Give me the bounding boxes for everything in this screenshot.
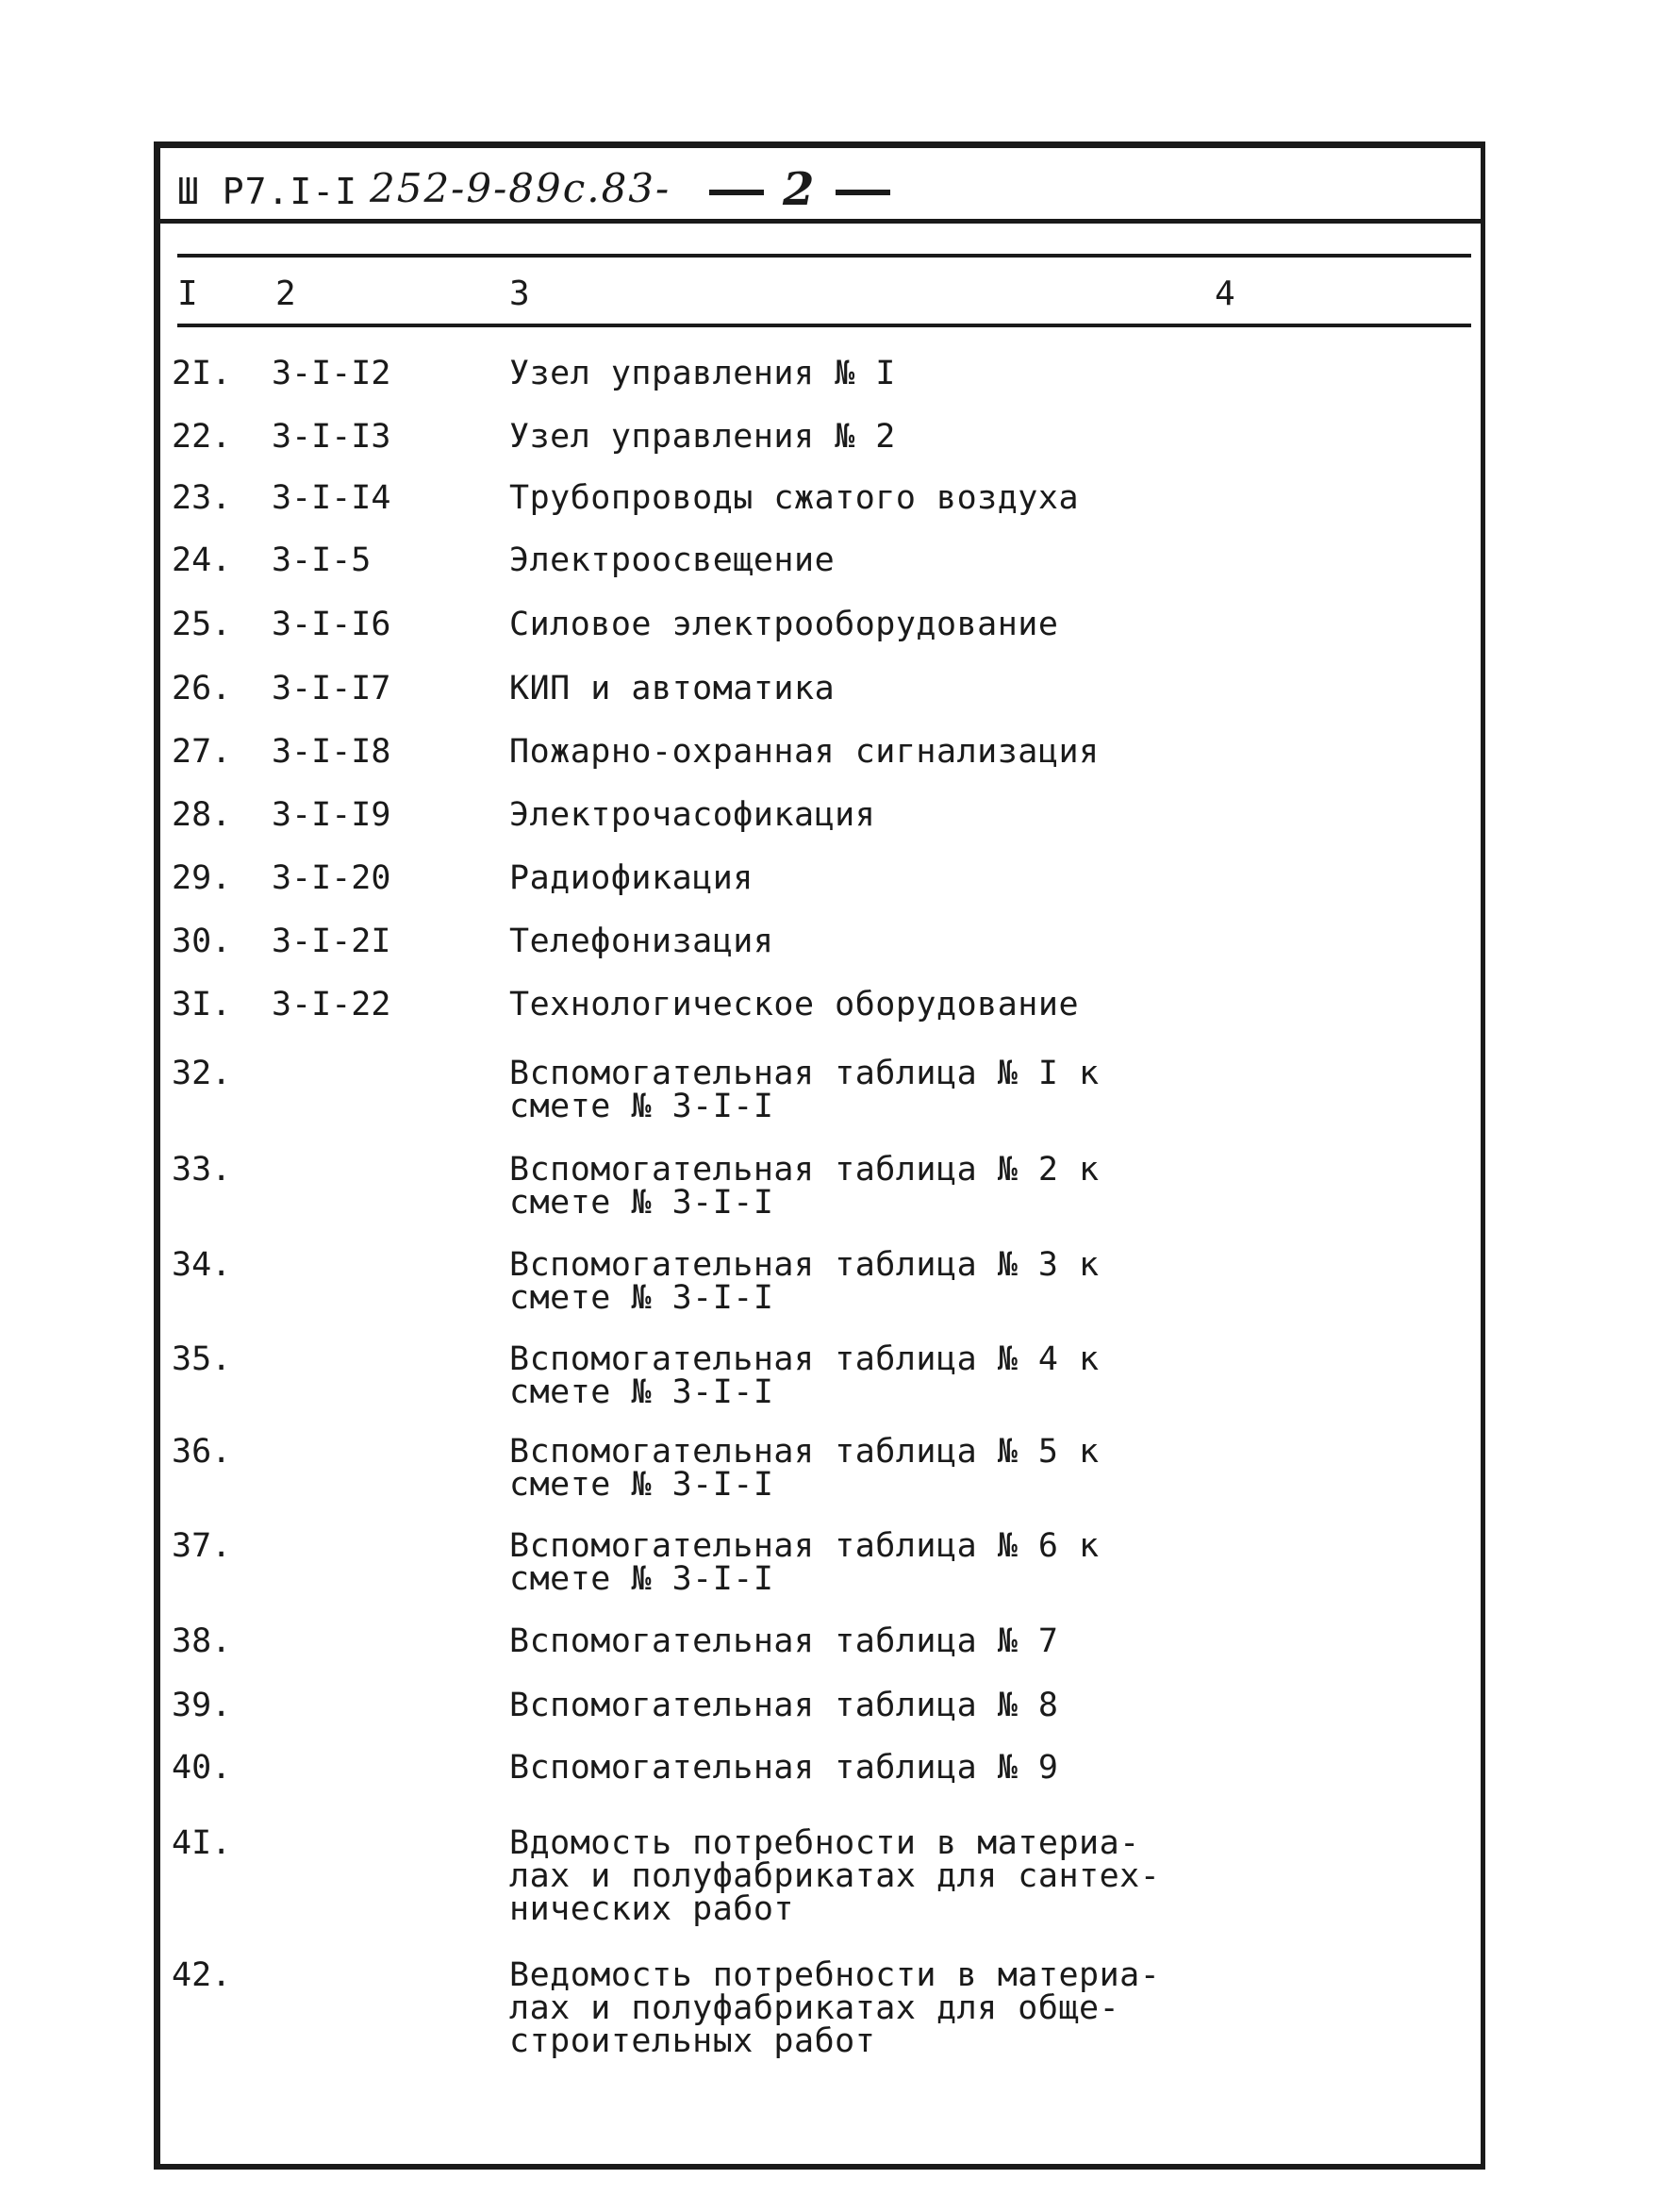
row-title: Радиофикация — [509, 859, 754, 897]
page-dash-left — [709, 190, 764, 195]
series-stamp: Ш Р7.I-I — [177, 171, 358, 212]
row-number: 37. — [172, 1527, 232, 1565]
row-number: 35. — [172, 1340, 232, 1378]
row-number: 2I. — [172, 355, 232, 392]
row-number: 38. — [172, 1622, 232, 1660]
column-header-2: 2 — [275, 274, 296, 313]
row-number: 40. — [172, 1749, 232, 1787]
estimate-code: 3-I-I7 — [272, 670, 391, 707]
row-title: Вспомогательная таблица № 2 к смете № 3-I-I — [509, 1151, 1100, 1222]
row-number: 22. — [172, 418, 232, 456]
row-title: Телефонизация — [509, 923, 774, 960]
row-title: Пожарно-охранная сигнализация — [509, 733, 1100, 771]
row-title: Силовое электрооборудование — [509, 606, 1059, 643]
row-title: Вспомогательная таблица № 4 к смете № 3-I-I — [509, 1340, 1100, 1411]
row-title: Вспомогательная таблица № 3 к смете № 3-I-I — [509, 1246, 1100, 1317]
row-title: Узел управления № 2 — [509, 418, 896, 456]
title-block — [160, 148, 1481, 224]
estimate-code: 3-I-2I — [272, 923, 391, 960]
row-number: 34. — [172, 1246, 232, 1284]
estimate-code: 3-I-I6 — [272, 606, 391, 643]
estimate-code: 3-I-I2 — [272, 355, 391, 392]
row-number: 25. — [172, 606, 232, 643]
row-number: 23. — [172, 479, 232, 517]
row-title: Технологическое оборудование — [509, 986, 1080, 1023]
row-title: Ведомость потребности в материа- лах и полуфабрикатах для обще- строительных работ — [509, 1956, 1161, 2060]
row-title: КИП и автоматика — [509, 670, 836, 707]
estimate-code: 3-I-I3 — [272, 418, 391, 456]
row-title: Вспомогательная таблица № 5 к смете № 3-I-I — [509, 1433, 1100, 1504]
row-title: Узел управления № I — [509, 355, 896, 392]
column-header-1: I — [177, 274, 198, 313]
row-number: 30. — [172, 923, 232, 960]
row-title: Вспомогательная таблица № 8 — [509, 1687, 1059, 1724]
row-title: Электрочасофикация — [509, 796, 876, 834]
row-title: Вспомогательная таблица № I к смете № 3-I-I — [509, 1055, 1100, 1125]
row-number: 24. — [172, 541, 232, 579]
row-number: 4I. — [172, 1824, 232, 1862]
row-number: 39. — [172, 1687, 232, 1724]
estimate-code: 3-I-I9 — [272, 796, 391, 834]
row-number: 32. — [172, 1055, 232, 1092]
row-number: 36. — [172, 1433, 232, 1471]
row-number: 33. — [172, 1151, 232, 1189]
page-number: 2 — [783, 163, 815, 216]
document-frame — [154, 141, 1485, 2170]
estimate-code: 3-I-22 — [272, 986, 391, 1023]
row-number: 27. — [172, 733, 232, 771]
page-dash-right — [836, 190, 890, 195]
row-title: Вспомогательная таблица № 7 — [509, 1622, 1059, 1660]
row-number: 28. — [172, 796, 232, 834]
row-title: Электроосвещение — [509, 541, 836, 579]
row-number: 26. — [172, 670, 232, 707]
row-number: 3I. — [172, 986, 232, 1023]
estimate-code: 3-I-I4 — [272, 479, 391, 517]
row-title: Вспомогательная таблица № 6 к смете № 3-I-I — [509, 1527, 1100, 1598]
estimate-code: 3-I-I8 — [272, 733, 391, 771]
row-number: 42. — [172, 1956, 232, 1994]
row-title: Вдомость потребности в материа- лах и полуфабрикатах для сантех- нических работ — [509, 1824, 1161, 1928]
row-number: 29. — [172, 859, 232, 897]
estimate-code: 3-I-5 — [272, 541, 372, 579]
estimate-code: 3-I-20 — [272, 859, 391, 897]
column-header-4: 4 — [1215, 274, 1235, 313]
column-header-3: 3 — [509, 274, 530, 313]
row-title: Вспомогательная таблица № 9 — [509, 1749, 1059, 1787]
row-title: Трубопроводы сжатого воздуха — [509, 479, 1080, 517]
table-header-bottom-rule — [177, 324, 1471, 327]
table-header-top-rule — [177, 254, 1471, 258]
document-number: 252-9-89с.83- — [370, 165, 671, 211]
